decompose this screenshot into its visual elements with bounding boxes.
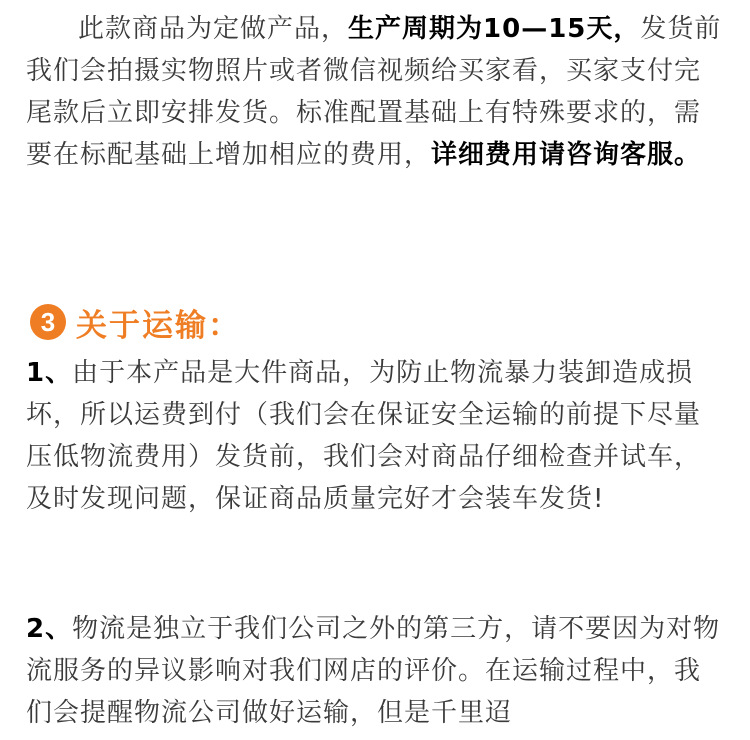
production-cycle-text: 生产周期为10—15天， [348, 14, 641, 44]
shipping-section-heading [30, 300, 241, 344]
item-number: 1、 [26, 358, 73, 388]
shipping-item-2 [26, 608, 726, 734]
item-text: 由于本产品是大件商品，为防止物流暴力装卸造成损坏，所以运费到付（我们会在保证安全运输的前提下尽量压低物流费用）发货前，我们会对商品仔细检查并试车，及时发现问题，保证商品质量完好才会装车发货! [26, 358, 702, 514]
consult-service-text: 详细费用请咨询客服。 [431, 140, 702, 170]
shipping-heading-text: 关于运输： [76, 307, 241, 344]
shipping-item-1 [26, 352, 726, 520]
item-text: 物流是独立于我们公司之外的第三方，请不要因为对物流服务的异议影响对我们网店的评价。在运输过程中，我们会提醒物流公司做好运输，但是千里迢 [26, 614, 721, 728]
intro-text-1: 此款商品为定做产品， [78, 14, 349, 44]
item-number: 2、 [26, 614, 73, 644]
intro-paragraph [26, 8, 726, 176]
intro-text-3: 发货前我们会拍摄实物照片或者微信视频给买家看，买家支付完尾款后立即安排发货。标准配置基础上有特殊要求的，需要在标配基础上增加相应的费用， [26, 14, 722, 170]
number-badge-icon: 3 [30, 304, 66, 340]
